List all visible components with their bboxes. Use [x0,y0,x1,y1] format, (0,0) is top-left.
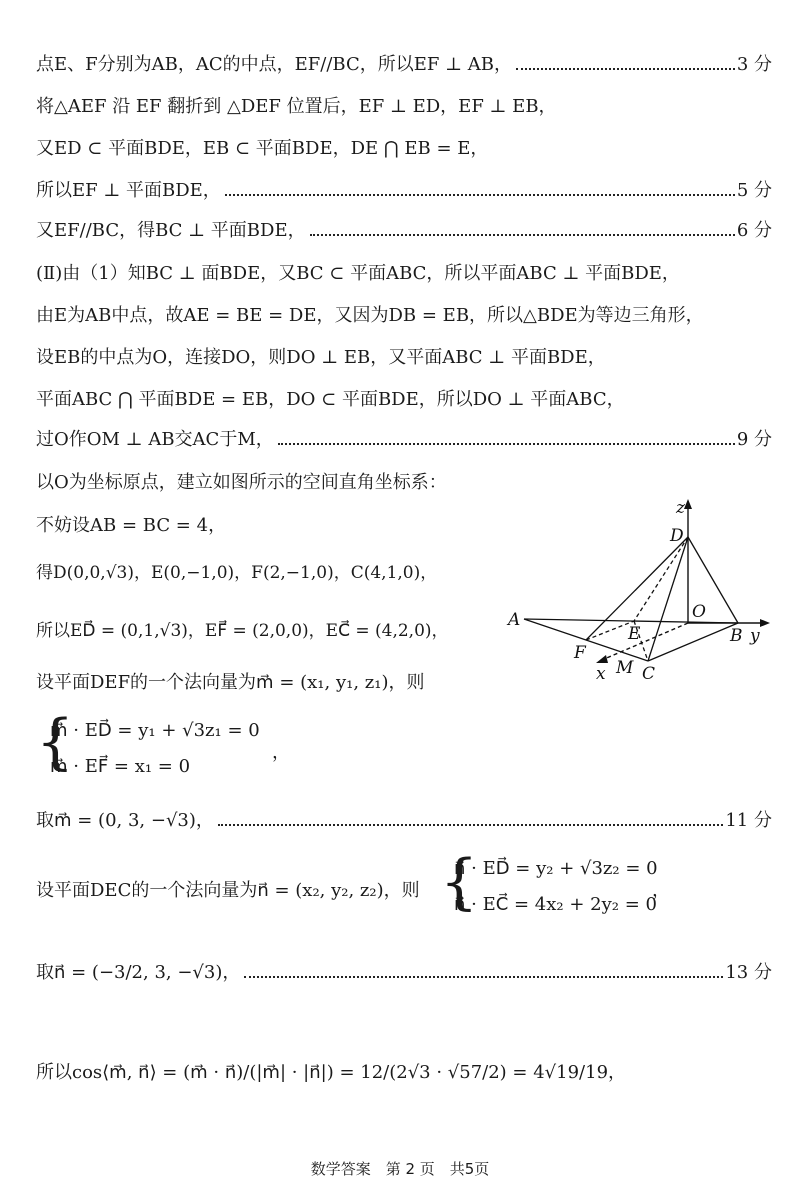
line-18-text: 取n⃗ = (−3/2, 3, −√3)， [36,962,241,983]
system-1-tail: ， [272,742,290,763]
line-10-text: 过O作OM ⊥ AB交AC于M， [36,429,274,450]
brace: { [440,847,479,917]
line-14: 所以ED⃗ = (0,1,√3)，EF⃗ = (2,0,0)，EC⃗ = (4,2,0)， [36,621,449,641]
line-12: 不妨设AB = BC = 4， [36,515,227,536]
label-D: D [670,526,684,546]
edge-DE [634,537,688,621]
line-10 [36,425,772,451]
label-y: y [750,626,760,646]
equation-system-2 [440,847,700,922]
leader-dots [244,976,723,978]
score-5: 5 分 [736,180,772,201]
brace: { [36,707,75,777]
line-9: 平面ABC ⋂ 平面BDE = EB，DO ⊂ 平面BDE，所以DO ⊥ 平面ABC， [36,389,625,410]
score-9: 9 分 [736,429,772,450]
score-11: 11 分 [725,810,772,831]
leader-dots [278,443,735,445]
label-A: A [508,610,521,630]
label-x: x [596,664,606,684]
leader-dots [516,68,735,70]
line-2: 将△AEF 沿 EF 翻折到 △DEF 位置后，EF ⊥ ED，EF ⊥ EB， [36,96,557,117]
x-arrow [596,655,608,663]
line-4-text: 所以EF ⊥ 平面BDE， [36,180,221,201]
score-6: 6 分 [736,220,772,241]
leader-dots [310,234,735,236]
system-2-row-1: n⃗ · ED⃗ = y₂ + √3z₂ = 0 [454,858,658,879]
line-16-text: 取m⃗ = (0, 3, −√3)， [36,810,214,831]
line-17: 设平面DEC的一个法向量为n⃗ = (x₂, y₂, z₂)，则 [36,880,420,901]
system-1-row-2: m⃗ · EF⃗ = x₁ = 0 [50,756,191,777]
y-arrow [760,619,770,627]
edge-CB [648,623,738,661]
geometry-figure [500,495,780,690]
label-B: B [730,626,743,646]
line-16 [36,806,772,832]
line-5-text: 又EF//BC，得BC ⊥ 平面BDE， [36,220,306,241]
line-6: (Ⅱ)由（1）知BC ⊥ 面BDE，又BC ⊂ 平面ABC，所以平面ABC ⊥ 平面BDE， [36,263,680,284]
label-E: E [628,624,641,644]
z-arrow [684,499,692,509]
label-M: M [616,658,634,678]
line-19: 所以cos⟨m⃗, n⃗⟩ = (m⃗ · n⃗)/(|m⃗| · |n⃗|) = 12/(2√3 · √57/2) = 4√19/19， [36,1062,627,1083]
line-4 [36,176,772,202]
leader-dots [218,824,723,826]
line-5 [36,216,772,242]
system-1-row-1: m⃗ · ED⃗ = y₁ + √3z₁ = 0 [50,720,260,741]
line-1 [36,50,772,76]
line-7: 由E为AB中点，故AE = BE = DE，又因为DB = EB，所以△BDE为等边三角形， [36,305,704,326]
label-F: F [574,643,586,663]
system-2-tail: ， [652,880,670,901]
leader-dots [225,194,735,196]
label-C: C [642,664,656,684]
line-3: 又ED ⊂ 平面BDE，EB ⊂ 平面BDE，DE ⋂ EB = E， [36,138,489,159]
page-footer: 数学答案 第 2 页 共5页 [310,1160,490,1178]
score-13: 13 分 [725,962,772,983]
line-13: 得D(0,0,√3)，E(0,−1,0)，F(2,−1,0)，C(4,1,0)， [36,563,438,583]
line-11: 以O为坐标原点，建立如图所示的空间直角坐标系： [36,472,447,493]
score-3: 3 分 [736,54,772,75]
equation-system-1 [36,707,296,782]
edge-FE [586,621,634,640]
line-15: 设平面DEF的一个法向量为m⃗ = (x₁, y₁, z₁)，则 [36,672,425,693]
line-1-text: 点E、F分别为AB，AC的中点，EF//BC，所以EF ⊥ AB， [36,54,512,75]
system-2-row-2: n⃗ · EC⃗ = 4x₂ + 2y₂ = 0 [454,894,657,915]
line-8: 设EB的中点为O，连接DO，则DO ⊥ EB，又平面ABC ⊥ 平面BDE， [36,347,606,368]
edge-DC [648,537,688,661]
label-z: z [676,498,685,518]
label-O: O [692,602,706,622]
line-18 [36,958,772,984]
